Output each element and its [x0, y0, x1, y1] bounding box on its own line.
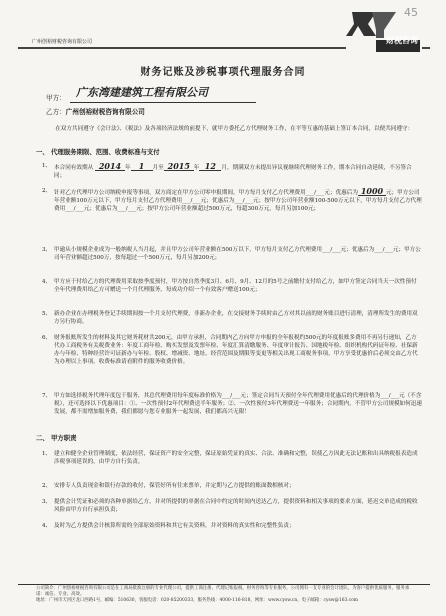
item-text: 本合同有效期从 — [54, 165, 94, 171]
section-2-item-2 — [42, 482, 422, 490]
item-number: 6、 — [42, 335, 52, 341]
item-text: 年 — [193, 165, 200, 171]
party-b-row — [46, 108, 145, 116]
item-text: 月，期满双方未提出异议视继续代理财务工作，期本合同自动延续，不另签合同； — [54, 165, 412, 179]
contract-title: 财务记账及涉税事项代理服务合同 — [140, 67, 306, 78]
start-year-handwritten: 2014 — [95, 162, 125, 171]
item-text: 提供会计凭证和必须的各种单据给乙方，并对所提供的单据在合同中约定的时间内送达乙方，提供资料和相关事项的要求方面，延迟交单造成的税收风险由甲方自行承担负责； — [54, 499, 418, 513]
section-1-item-7 — [42, 392, 422, 416]
section-2-heading: 二、 甲方职责 — [36, 434, 77, 442]
item-text: 新办企业在办理税务登记手续期间按一个月支付代理费，非新办企业，在交接财务手续时由乙方对其以前的财务账目进行清理，清理所发生的费用双方另行协商。 — [54, 311, 418, 325]
section-1-heading: 一、 代理服务期限、范围、收费标准与支付 — [36, 148, 160, 156]
end-year-handwritten: 2015 — [164, 162, 194, 171]
item-number: 3、 — [42, 247, 52, 253]
party-a-handwritten: 广东湾建建筑工程有限公司 — [76, 86, 208, 99]
item-text: 安排专人负责现金和银行存款的收付，保管好所有往来票单，并定期与乙方提供的账面数相核对； — [54, 483, 295, 489]
logo-text: 财税咨询 — [386, 36, 418, 45]
item-number: 7、 — [42, 393, 52, 399]
end-month-handwritten: 12 — [199, 162, 221, 171]
section-1-item-5 — [42, 310, 422, 326]
party-a-underline — [70, 102, 256, 103]
footer-rule — [18, 584, 430, 585]
item-text: 甲逾从小规模企业成为一般纳税人当月起，并且甲方公司年营业额在500万以下，甲方每月支付乙方代理费用___/___元；优惠后为___/___元；甲方公司年营业额超过500万，按每超过一个500万元，每月另加200元； — [54, 247, 421, 261]
item-text: 甲方如选择税务代理年度包干服务，其总代理费用每年度标准价格为___/___元；签定合同当天预付全年代理费用优惠后的代理价格为___/___元（不含税），还可选择以下优惠项目：①、一次性预付2年代理费送半年服务；②、一次性预付3年代理费送一年服务；合同期内，不管甲方公司规模如何迅速发展，都不需增加服务费，我们都愿与您专业服务一起发展，我们都高兴无限！ — [54, 393, 422, 415]
section-1-item-1 — [42, 161, 422, 180]
party-b-label: 乙方： — [46, 108, 66, 116]
seal-stamp — [196, 118, 214, 136]
handwritten-number: 45 — [404, 6, 418, 19]
item-number: 1、 — [42, 163, 52, 169]
item-text: 年 — [124, 165, 131, 171]
item-number: 3、 — [42, 499, 52, 505]
item-number: 4、 — [42, 279, 52, 285]
item-text: 财务报账所发生的材料及其它财务耗材共200元，由甲方承担，合同期内乙方向甲方申报的全年报税约500元的年度报账多费用不再另行递知，乙方代办工商税务有关税费业务：年度工商年检、购买发票及发票年检、年度汇算清缴服务、年度审计报告、国地税年检、组织机构代码证年检、社保新办与年检、特种经营许可证新办与年检、股权、增减资、地址、经营范围及期限等变更等相关出现工商税务事项，甲方享受优惠价后必须交由乙方代为办理以上事项，收费标准请看附件的服务收费价格。 — [54, 335, 418, 365]
item-text: 元；甲方公司年营业额100万元以下，甲方每月支付乙方代理费用___/___元；优惠后为___/___元；按甲方公司年营业额100-500万元以下，甲方每月支付乙方代理费用___/___元；优惠后为___/___元；按甲方公司年营业额超过500万元，每超300万元，每月另加100元； — [54, 190, 422, 212]
section-1-item-4 — [42, 278, 422, 294]
discount-fee-handwritten: 1000 — [358, 187, 386, 196]
item-number: 2、 — [42, 483, 52, 489]
section-2-item-4 — [42, 522, 422, 530]
section-1-item-3 — [42, 246, 422, 262]
footer-intro: 公司简介：广州创裕财税咨询有限公司是在工商局批准注册的专业代理公司，提供工商注册、代理记账报税、财务咨询等专业服务，公司拥有一支专业的会计团队，为客户提供优质服务，服务承诺：诚信、专业、高效。 — [36, 586, 410, 597]
section-1-item-6 — [42, 334, 422, 366]
start-month-handwritten: 1 — [131, 162, 153, 171]
footer — [36, 586, 414, 603]
header-company: 广州创裕财税咨询有限公司 — [32, 39, 93, 45]
party-a-label: 甲方： — [46, 94, 66, 102]
item-number: 1、 — [42, 451, 52, 457]
item-text: 建立和健全企业管理制度，依法经营，保证资产的安全完整，保证原始凭证的真实、合法、准确和完整，误使乙方因此无法记账和出具纳税报表造成涉税事项延误的，由甲方自行负责。 — [54, 451, 418, 465]
item-text: 甲方应于付给乙方的代理费用采取按季度预付，甲方按自然季度3月、6月、9月、12月的5号之前缴付支付给乙方，如甲方签定合同当天一次性预付全年代理费用给乙方可赠送一个月代理服务，每成功介绍一个有效客户赠送100元； — [54, 279, 417, 293]
item-number: 4、 — [42, 523, 52, 529]
item-text: 及时为乙方提供会计核算所需的全部原始资料和其它有关资料，并对资料的真实性和完整性负责； — [54, 523, 295, 529]
item-text: 月至 — [152, 165, 164, 171]
item-number: 2、 — [42, 188, 52, 194]
item-text: 针对乙方代理甲方公司纳税申报等事项，双方商定在甲方公司零申报期间，甲方每月支付乙方代理费用___/___元；优惠后为 — [54, 190, 358, 196]
intro-paragraph: 在双方共同遵守《会计法》、《税法》及各项经济法规的前提下，就甲方委托乙方代理财务工作，在平等互惠的基础上签订本合同，以便共同遵守： — [55, 126, 414, 132]
item-number: 5、 — [42, 311, 52, 317]
footer-address: 地址：广州市天河区龙口西路1号，邮编：510630，客服电话：020-85200333，服务热线：4000-116-818，网址：www.cysw.cn，电子邮箱：cysw@163.com — [36, 597, 358, 603]
section-2-item-3 — [42, 498, 422, 514]
party-b-value: 广州创裕财税咨询有限公司 — [65, 108, 145, 116]
section-1-item-2 — [42, 186, 422, 213]
section-2-item-1 — [42, 450, 422, 466]
